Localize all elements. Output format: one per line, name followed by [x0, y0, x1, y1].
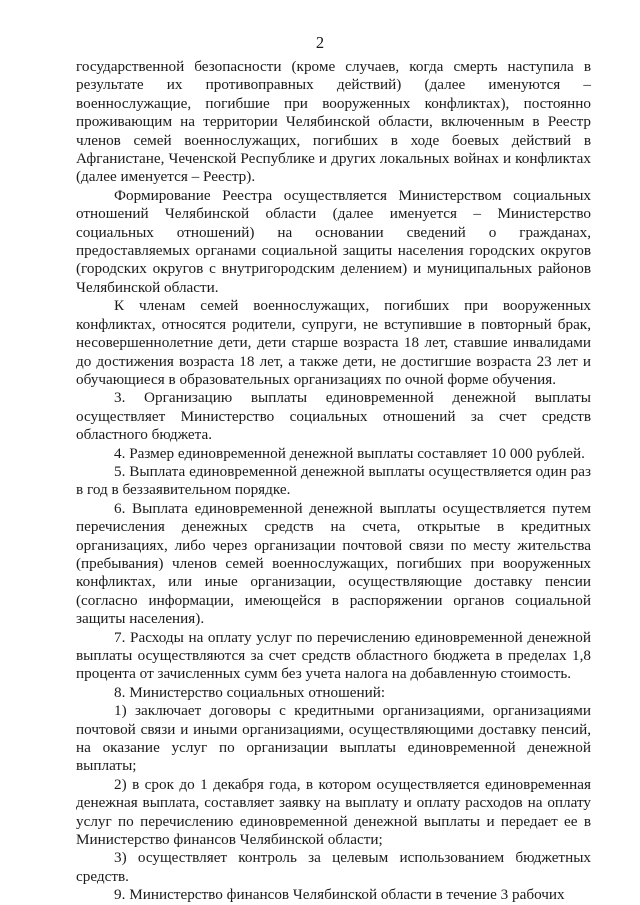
paragraph-item-5: 5. Выплата единовременной денежной выплаты осуществляется один раз в год в беззаявительном порядке. [76, 462, 591, 499]
paragraph-item-9: 9. Министерство финансов Челябинской области в течение 3 рабочих [114, 886, 565, 904]
document-body [76, 58, 591, 905]
paragraph-item-4: 4. Размер единовременной денежной выплаты составляет 10 000 рублей. [114, 444, 585, 462]
paragraph-item-8-1: 1) заключает договоры с кредитными организациями, организациями почтовой связи и иными организациями, осуществляющими доставку пенсий, на оказание услуг по организации выплаты единовременной денежной выплаты; [76, 702, 591, 775]
paragraph-registry-formation: Формирование Реестра осуществляется Министерством социальных отношений Челябинской области (далее именуется – Министерство социальных отношений) на основании сведений о гражданах, предоставляемых органами социальной защиты населения городских округов (городских округов с внутригородским делением) и муниципальных районов Челябинской области. [76, 186, 591, 296]
paragraph-item-6: 6. Выплата единовременной денежной выплаты осуществляется путем перечисления денежных средств на счета, открытые в кредитных организациях, либо через организации почтовой связи по месту жительства (пребывания) членов семей военнослужащих, погибших при вооруженных конфликтах, или иные организации, осуществляющие доставку пенсии (согласно информации, имеющейся в распоряжении органов социальной защиты населения). [76, 499, 591, 628]
page-number: 2 [315, 33, 325, 52]
paragraph-item-8-3: 3) осуществляет контроль за целевым использованием бюджетных средств. [76, 849, 591, 885]
paragraph-item-8-2: 2) в срок до 1 декабря года, в котором осуществляется единовременная денежная выплата, составляет заявку на выплату и оплату расходов на оплату услуг по перечислению единовременной денежной выплаты и передает ее в Министерство финансов Челябинской области; [76, 775, 591, 849]
paragraph-item-3: 3. Организацию выплаты единовременной денежной выплаты осуществляет Министерство социальных отношений за счет средств областного бюджета. [76, 389, 591, 444]
paragraph-item-8: 8. Министерство социальных отношений: [114, 683, 386, 701]
paragraph-continuation: государственной безопасности (кроме случаев, когда смерть наступила в результате их противоправных действий) (далее именуются – военнослужащие, погибшие при вооруженных конфликтах), постоянно проживающим на территории Челябинской области, включенным в Реестр членов семей военнослужащих, погибших в ходе боевых действий в Афганистане, Чеченской Республике и других локальных войнах и конфликтах (далее именуется – Реестр). [76, 58, 591, 186]
paragraph-family-members: К членам семей военнослужащих, погибших при вооруженных конфликтах, относятся родители, супруги, не вступившие в повторный брак, несовершеннолетние дети, дети старше возраста 18 лет, ставшие инвалидами до достижения возраста 18 лет, а также дети, не достигшие возраста 23 лет и обучающиеся в образовательных организациях по очной форме обучения. [76, 297, 591, 388]
paragraph-item-7: 7. Расходы на оплату услуг по перечислению единовременной денежной выплаты осуществляются за счет средств областного бюджета в пределах 1,8 процента от зачисленных сумм без учета налога на добавленную стоимость. [76, 628, 591, 683]
